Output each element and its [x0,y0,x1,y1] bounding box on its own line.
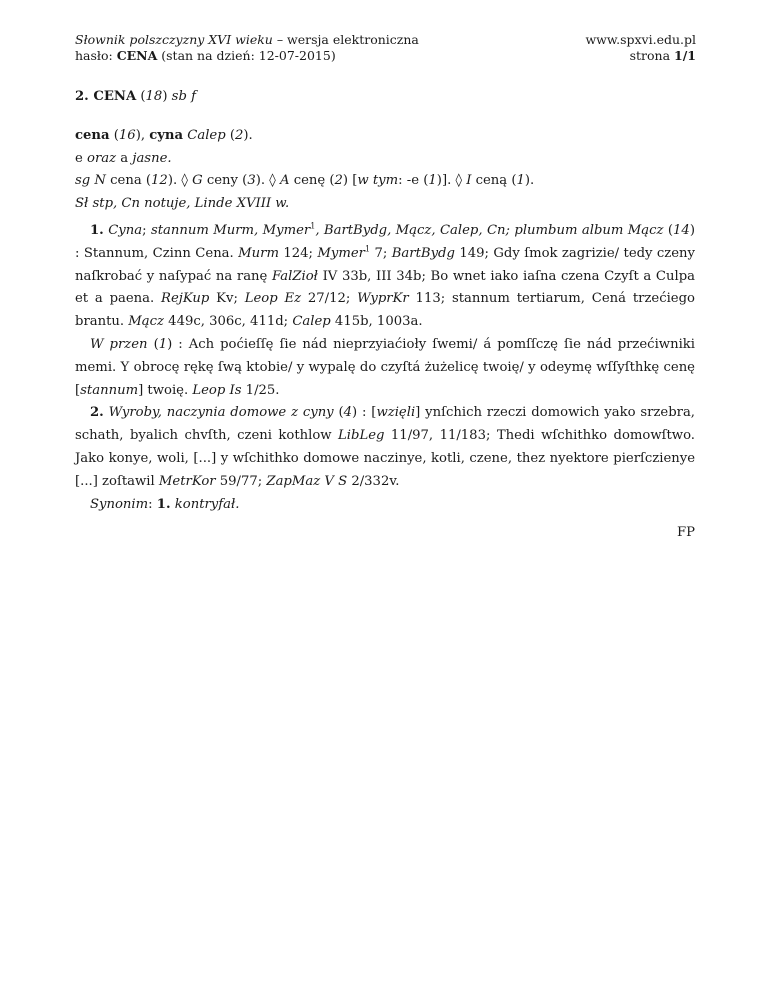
sense-przen: W przen (1) : Ach poćieſſę ſie nád nieprzyiaćioły ſwemi/ á pomſſczę ſie nád przećiwniki memi. Y obrocę rękę ſwą ktobie/ y wypalę do czyſtá żużelicę twoię/ y odeymę wſſyſthkę cenę [stannum] twoię. Leop Is 1/25. [75,336,695,398]
entry-body [75,86,695,545]
header-right [585,32,696,64]
sense-2: 2. Wyroby, naczynia domowe z cyny (4) : [wzięli] ynſchich rzeczi domowich yako srzebra, schath, byalich chvſth, czeni kothlow LibLeg 11/97, 11/183; Thedi wſchithko domowſtwo. Jako konye, woli, [...] y wſchithko domowe naczinye, kotli, czene, thez nyektore pierſczienye [...] zoſtawil MetrKor 59/77; ZapMaz V S 2/332v. [75,405,696,489]
entry-variants: cena (16), cyna Calep (2). [75,127,253,143]
dictionary-title: Słownik polszczyzny XVI wieku – wersja elektroniczna [75,32,419,47]
entry-pronunciation: e oraz a jasne. [75,150,172,166]
header-left [75,32,419,64]
synonym-line: Synonim: 1. kontryfał. [90,496,240,512]
author-initials: FP [676,525,695,541]
entry-inflection: sg N cena (12). ◊ G ceny (3). ◊ A cenę (2) [w tym: -e (1)]. ◊ I ceną (1). [75,173,535,189]
sense-1: 1. Cyna; stannum Murm, Mymer$^1$, BartBydg, Mącz, Calep, Cn; plumbum album Mącz (14) : Stannum, Czinn Cena. Murm 124; Mymer$^1$ 7; BartBydg 149; Gdy ſmok zagrizie/ tedy czeny naſkrobać y naſypać na ranę FalZioł IV 33b, III 34b; Bo wnet iako iaſna czena Czyſt a Culpa et a paena. RejKup Kv; Leop Ez 27/12; WyprKr 113; stannum tertiarum, Cená trzećiego brantu. Mącz 449c, 306c, 411d; Calep 415b, 1003a. [75,221,696,330]
entry-heading: 2. CENA (18) sb f [75,89,196,104]
entry-references: Sł stp, Cn notuje, Linde XVIII w. [75,196,290,212]
page-number: strona 1/1 [629,48,696,63]
site-url[interactable]: www.spxvi.edu.pl [585,32,696,47]
entry-info: hasło: CENA (stan na dzień: 12-07-2015) [75,48,336,63]
